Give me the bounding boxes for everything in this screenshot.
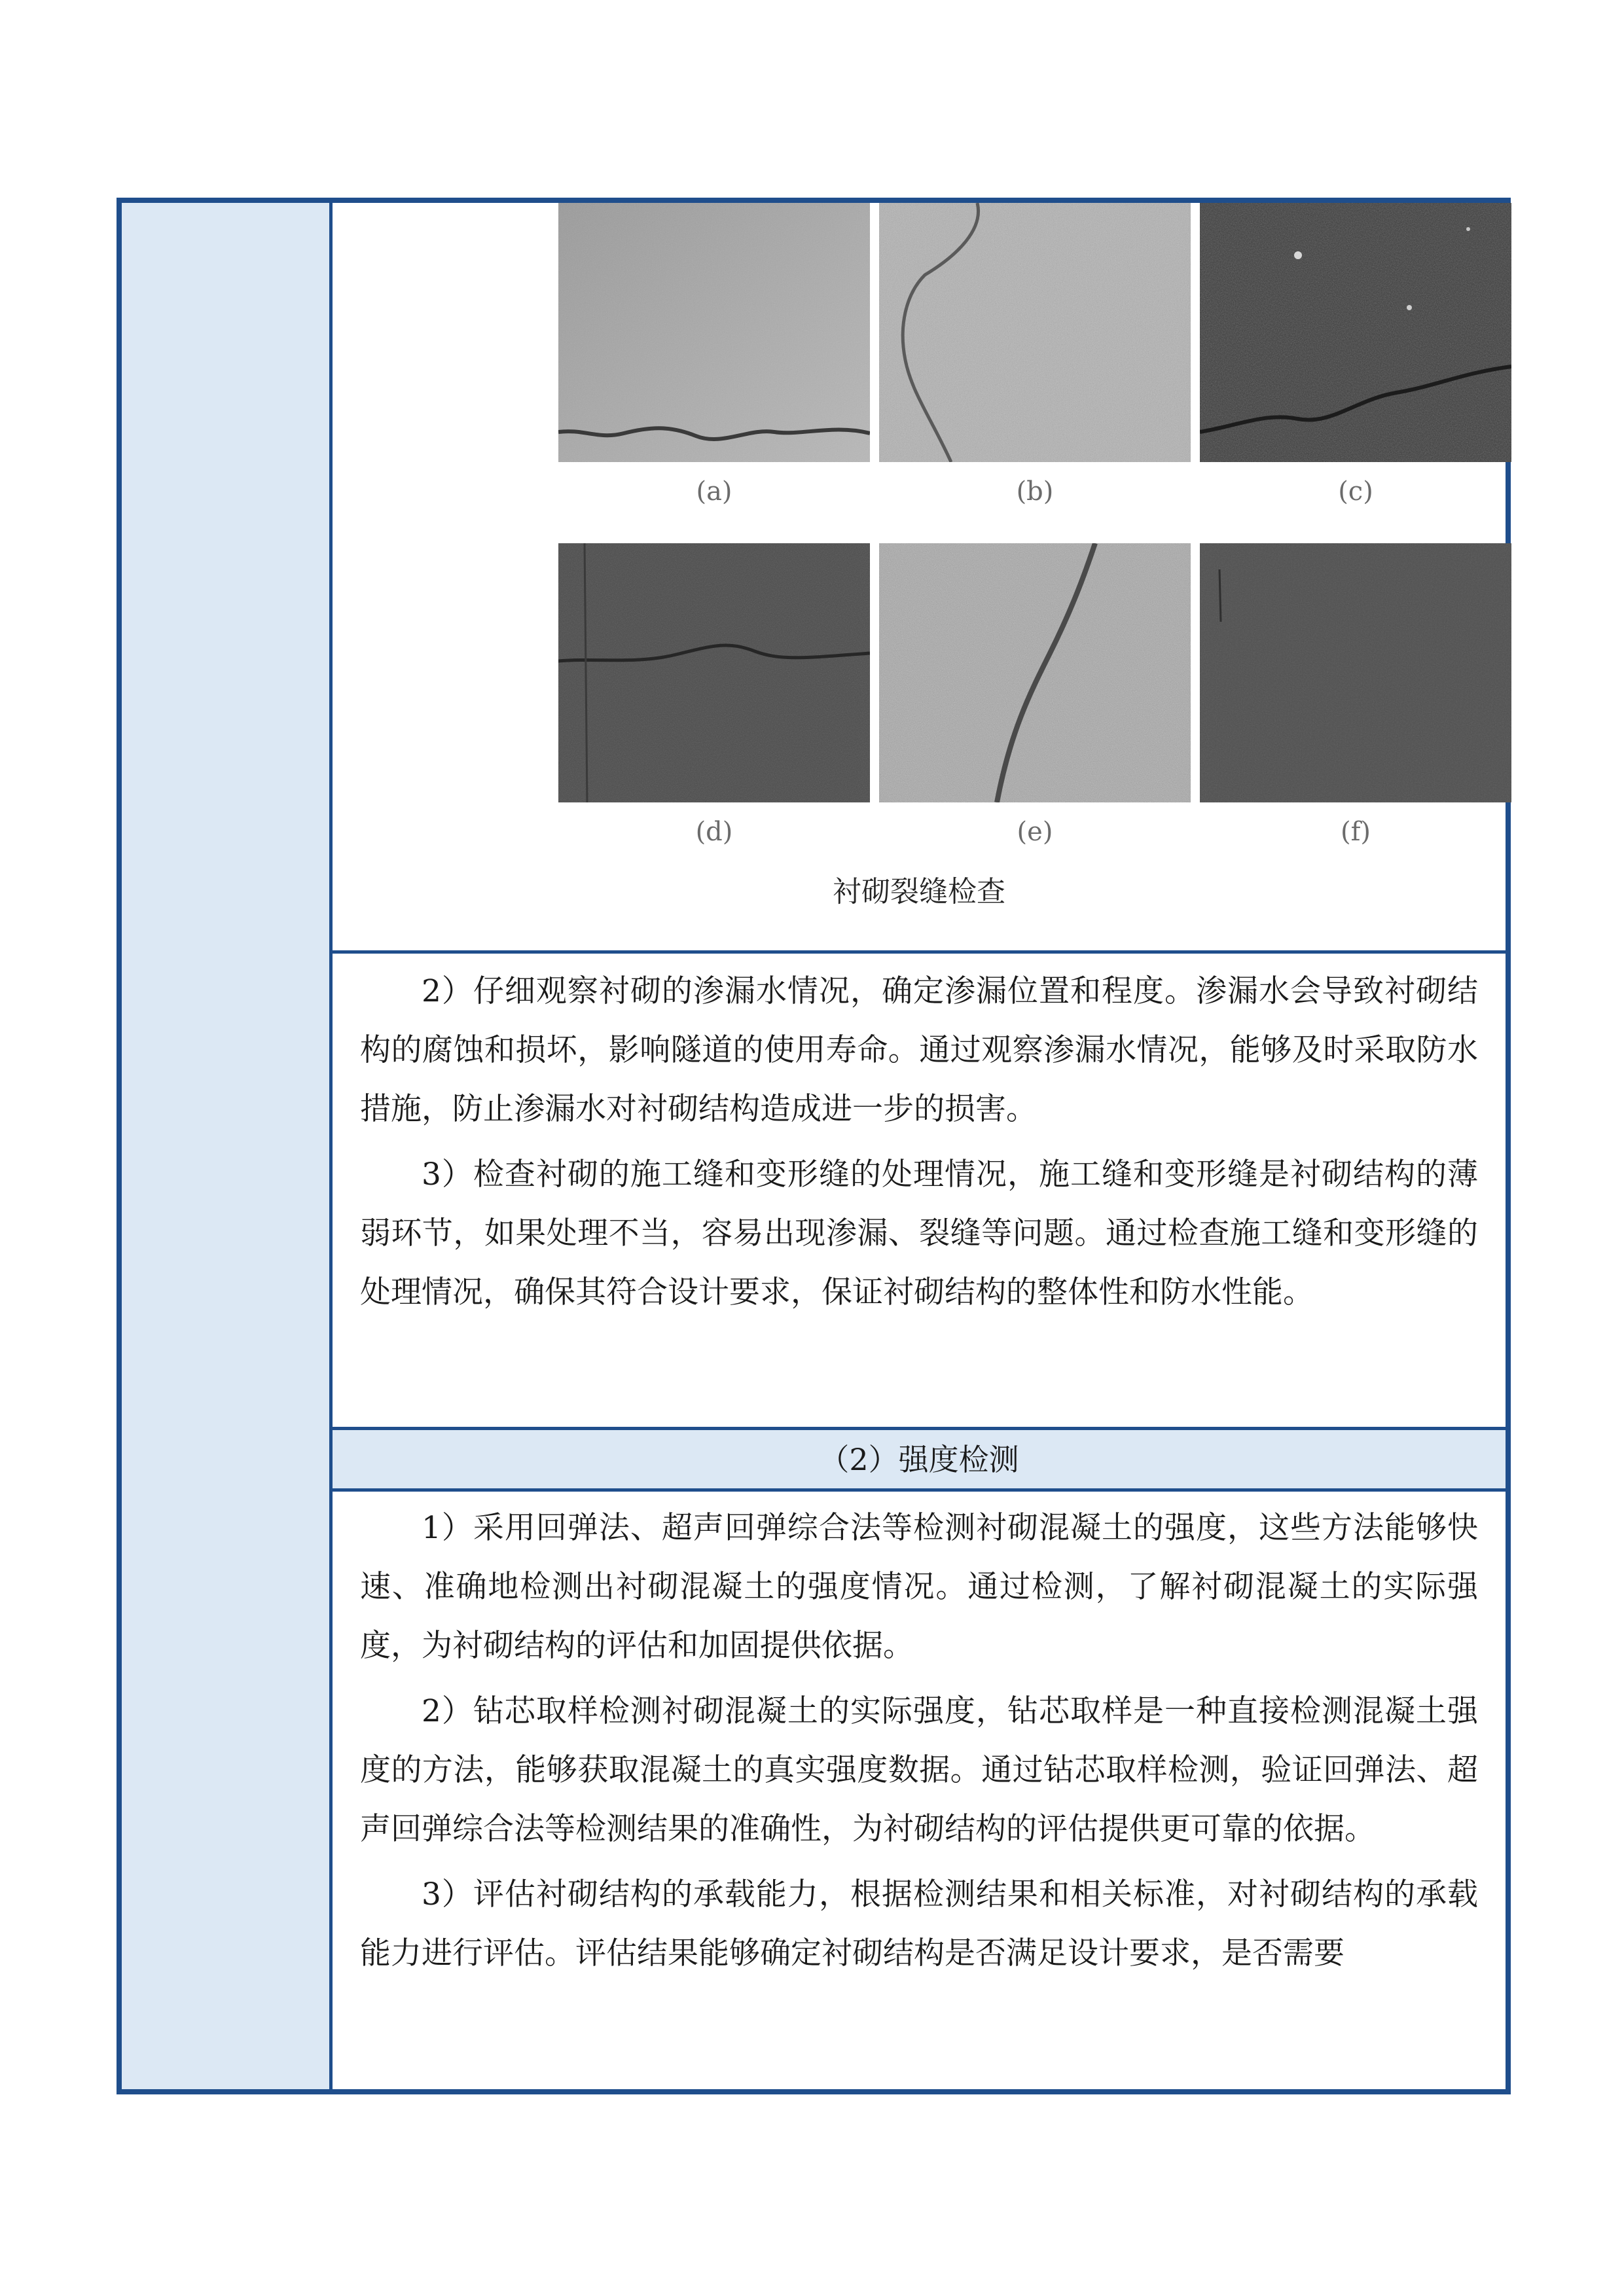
photo-b [879, 203, 1191, 462]
photo-d [558, 543, 870, 802]
right-column [333, 203, 1506, 2089]
content-table [117, 198, 1511, 2094]
strength-section [333, 1499, 1506, 1990]
row-divider [333, 1488, 1506, 1492]
section-heading: （2）强度检测 [333, 1430, 1506, 1489]
paragraph: 3）检查衬砌的施工缝和变形缝的处理情况，施工缝和变形缝是衬砌结构的薄弱环节，如果处理不当，容易出现渗漏、裂缝等问题。通过检查施工缝和变形缝的处理情况，确保其符合设计要求，保证衬砌结构的整体性和防水性能。 [360, 1157, 1478, 1310]
left-column [122, 203, 333, 2089]
paragraph: 3）评估衬砌结构的承载能力，根据检测结果和相关标准，对衬砌结构的承载能力进行评估。评估结果能够确定衬砌结构是否满足设计要求，是否需要 [360, 1876, 1478, 1971]
photo-f [1200, 543, 1511, 802]
label-e: (e) [1017, 817, 1053, 847]
photo-c [1200, 203, 1511, 462]
paragraph: 2）仔细观察衬砌的渗漏水情况，确定渗漏位置和程度。渗漏水会导致衬砌结构的腐蚀和损坏，影响隧道的使用寿命。通过观察渗漏水情况，能够及时采取防水措施，防止渗漏水对衬砌结构造成进一步的损害。 [360, 973, 1478, 1127]
photo-e [879, 543, 1191, 802]
row-divider [333, 950, 1506, 954]
paragraph: 2）钻芯取样检测衬砌混凝土的实际强度，钻芯取样是一种直接检测混凝土强度的方法，能够获取混凝土的真实强度数据。通过钻芯取样检测，验证回弹法、超声回弹综合法等检测结果的准确性，为衬砌结构的评估提供更可靠的依据。 [360, 1693, 1478, 1847]
label-c: (c) [1338, 476, 1373, 507]
photo-a [558, 203, 870, 462]
label-f: (f) [1340, 817, 1371, 847]
figure-caption: 衬砌裂缝检查 [833, 875, 1005, 908]
label-a: (a) [696, 476, 732, 507]
inspection-section [333, 962, 1506, 1329]
label-b: (b) [1016, 476, 1054, 507]
label-d: (d) [695, 817, 733, 847]
crack-figure [333, 203, 1506, 952]
paragraph: 1）采用回弹法、超声回弹综合法等检测衬砌混凝土的强度，这些方法能够快速、准确地检测出衬砌混凝土的强度情况。通过检测，了解衬砌混凝土的实际强度，为衬砌结构的评估和加固提供依据。 [360, 1510, 1478, 1664]
